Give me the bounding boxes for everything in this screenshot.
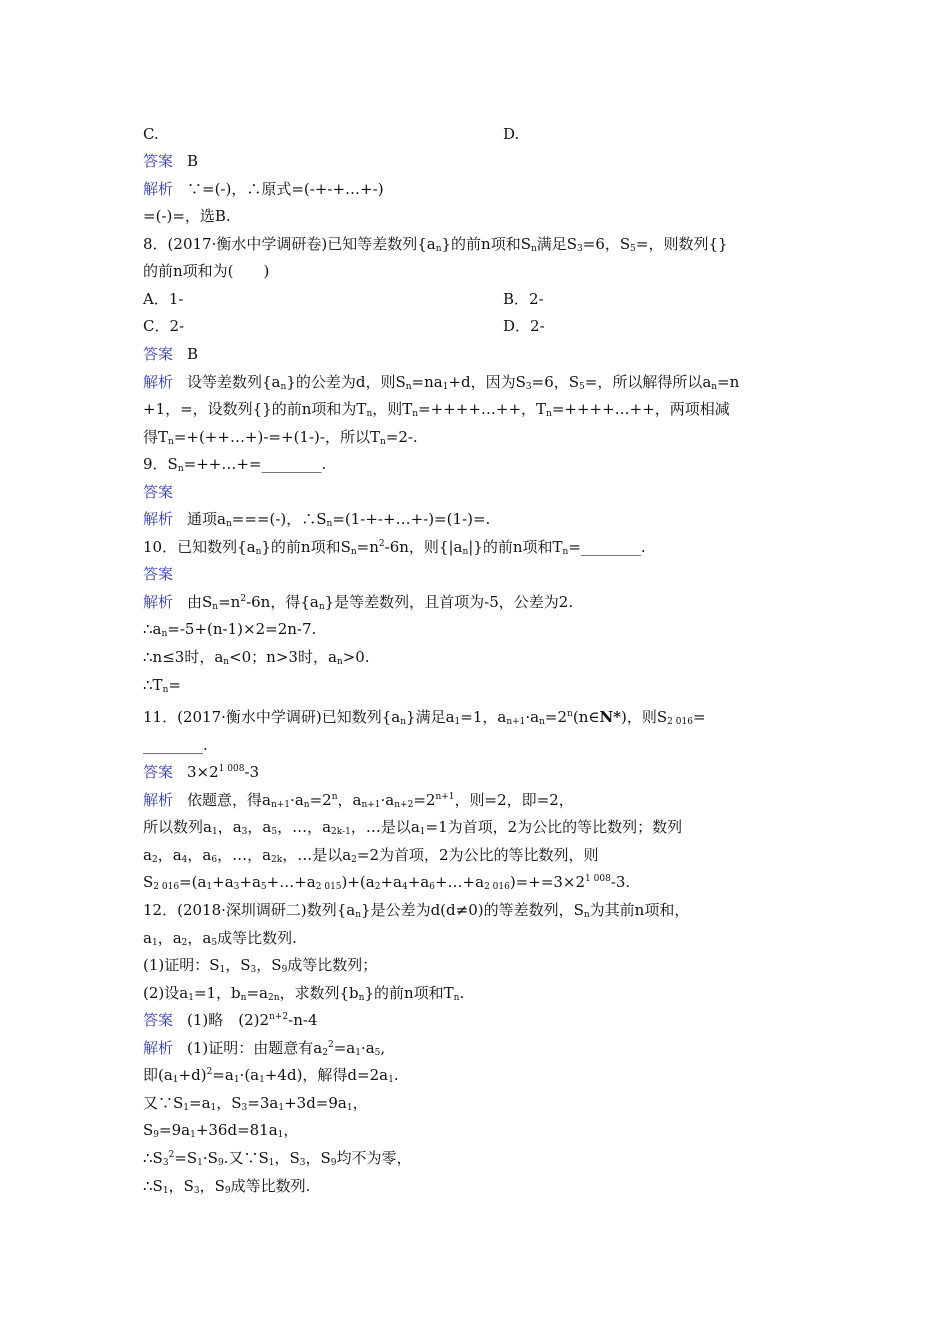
option-c: C. — [143, 125, 159, 143]
q8-answer: 答案 B — [143, 345, 199, 363]
q11-analysis-line1: 解析 依题意，得$a_{n+1}\cdot a_n=2^n$，$a_{n+1}\cdot a_{n+2}=2^{n+1}$，则=2，即=2， — [143, 791, 574, 810]
q12-analysis-line6: $\therefore S_1$，$S_3$，$S_9$成等比数列. — [143, 1177, 311, 1196]
q11-analysis-line2: 所以数列$a_1$，$a_3$，$a_5$，…，$a_{2k-1}$，…是以$a_1=1$为首项，2为公比的等比数列；数列 — [143, 818, 683, 837]
option-b: B．2- — [503, 290, 544, 308]
q9-answer — [143, 482, 823, 502]
q11-question-line1: 11．(2017·衡水中学调研)已知数列$\{a_n\}$满足$a_1=1$，$a_{n+1}\cdot a_n=2^n(n\in N*)$，则$S_{2 016}=$ — [143, 708, 706, 727]
answer-label: 答案 — [143, 565, 174, 583]
analysis-label: 解析 — [143, 180, 174, 198]
q12-part1: (1)证明：$S_1$，$S_3$，$S_9$成等比数列； — [143, 956, 378, 975]
option-d: D. — [503, 125, 520, 143]
q8-question-line1: 8．(2017·衡水中学调研卷)已知等差数列$\{a_n\}$的前n项和$S_n$满足$S_3=6$，$S_5=$，则数列{} — [143, 235, 728, 254]
q12-analysis-line5: $\therefore S_3^2=S_1\cdot S_9$.又$\because S_1$，$S_3$，$S_9$均不为零， — [143, 1149, 412, 1168]
q12-answer: 答案 (1)略 $(2)2^{n+2}-n-4$ — [143, 1011, 318, 1029]
q8-question-line2: 的前n项和为( ) — [143, 262, 270, 280]
q7-analysis-line2: =(-)=，选B. — [143, 207, 231, 225]
q10-analysis-line4: $\therefore T_n=$ — [143, 676, 181, 695]
q9-question: 9．$S_n=++\dots+=\_\_\_\_\_\_\_\_$. — [143, 455, 327, 474]
analysis-label: 解析 — [143, 791, 174, 809]
option-c: C．2- — [143, 317, 185, 335]
option-d: D．2- — [503, 317, 545, 335]
q8-analysis-line1: 解析 设等差数列$\{a_n\}$的公差为d，则$S_n=na_1+d$，因为$S_3=6$，$S_5=$，所以解得所以$a_n=n$ — [143, 373, 740, 392]
answer-label: 答案 — [143, 763, 174, 781]
q12-analysis-line4: $S_9=9a_1+36d=81a_1$， — [143, 1121, 299, 1140]
q12-analysis-line3: 又$\because S_1=a_1$，$S_3=3a_1+3d=9a_1$， — [143, 1094, 368, 1113]
q8-options-ab — [143, 289, 823, 309]
q12-question-line1: 12．(2018·深圳调研二)数列$\{a_n\}$是公差为d(d≠0)的等差数列，$S_n$为其前n项和， — [143, 901, 690, 920]
option-a: A．1- — [143, 290, 184, 308]
q11-analysis-line3: $a_2$，$a_4$，$a_6$，…，$a_{2k}$，…是以$a_2=2$为首项，2为公比的等比数列，则 — [143, 846, 599, 865]
q10-analysis-line1: 解析 由$S_n=n^2-6n$，得$\{a_n\}$是等差数列，且首项为-5，公差为2. — [143, 593, 574, 612]
q12-part2: (2)设$a_1=1$，$b_n=a_{2n}$，求数列$\{b_n\}$的前n项和$T_n$. — [143, 984, 465, 1003]
analysis-label: 解析 — [143, 373, 174, 391]
q9-analysis: 解析 通项$a_n===(-)$，$\therefore S_n=(1-+-+\dots+-)=(1-)=$. — [143, 510, 491, 529]
q12-analysis-line2: 即$(a_1+d)^2=a_1\cdot(a_1+4d)$，解得$d=2a_1$. — [143, 1066, 399, 1085]
analysis-label: 解析 — [143, 593, 174, 611]
q11-question-line2: ________. — [143, 736, 208, 754]
q7-answer: 答案 B — [143, 152, 199, 170]
q11-analysis-line4: $S_{2 016}=(a_1+a_3+a_5+\dots+a_{2 015})+(a_2+a_4+a_6+\dots+a_{2 016})=+=3\times 2^{1 008}-3$. — [143, 873, 631, 892]
q10-analysis-line2: $\therefore a_n=-5+(n-1)\times 2=2n-7$. — [143, 620, 317, 639]
answer-label: 答案 — [143, 483, 174, 501]
q8-analysis-line2: +1，=，设数列{}的前n项和为$T_n$，则$T_n=++++\dots++$，$T_n=++++\dots++$，两项相减 — [143, 400, 730, 419]
q10-question: 10．已知数列$\{a_n\}$的前n项和$S_n=n^2-6n$，则$\{|a_n|\}$的前n项和$T_n=\_\_\_\_\_\_\_\_$. — [143, 538, 646, 557]
q12-question-line2: $a_1$，$a_2$，$a_5$成等比数列. — [143, 929, 297, 948]
q8-options-cd — [143, 316, 823, 336]
q12-analysis-line1: 解析 (1)证明：由题意有$a_2^2=a_1\cdot a_5$, — [143, 1039, 386, 1058]
answer-label: 答案 — [143, 152, 174, 170]
answer-label: 答案 — [143, 1011, 174, 1029]
q11-answer: 答案 $3\times 2^{1 008}-3$ — [143, 763, 260, 781]
q10-answer — [143, 564, 823, 584]
q7-analysis-line1: 解析 ∵=(-)，∴原式=(-+-+…+-) — [143, 180, 384, 198]
answer-label: 答案 — [143, 345, 174, 363]
q8-analysis-line3: 得$T_n=+(++\dots+)-=+(1-)-$，所以$T_n=2-$. — [143, 428, 418, 447]
analysis-label: 解析 — [143, 1039, 174, 1057]
q7-options-cd — [143, 124, 823, 144]
analysis-label: 解析 — [143, 510, 174, 528]
q10-analysis-line3: ∴n≤3时，$a_n<0$；n>3时，$a_n>0$. — [143, 648, 370, 667]
